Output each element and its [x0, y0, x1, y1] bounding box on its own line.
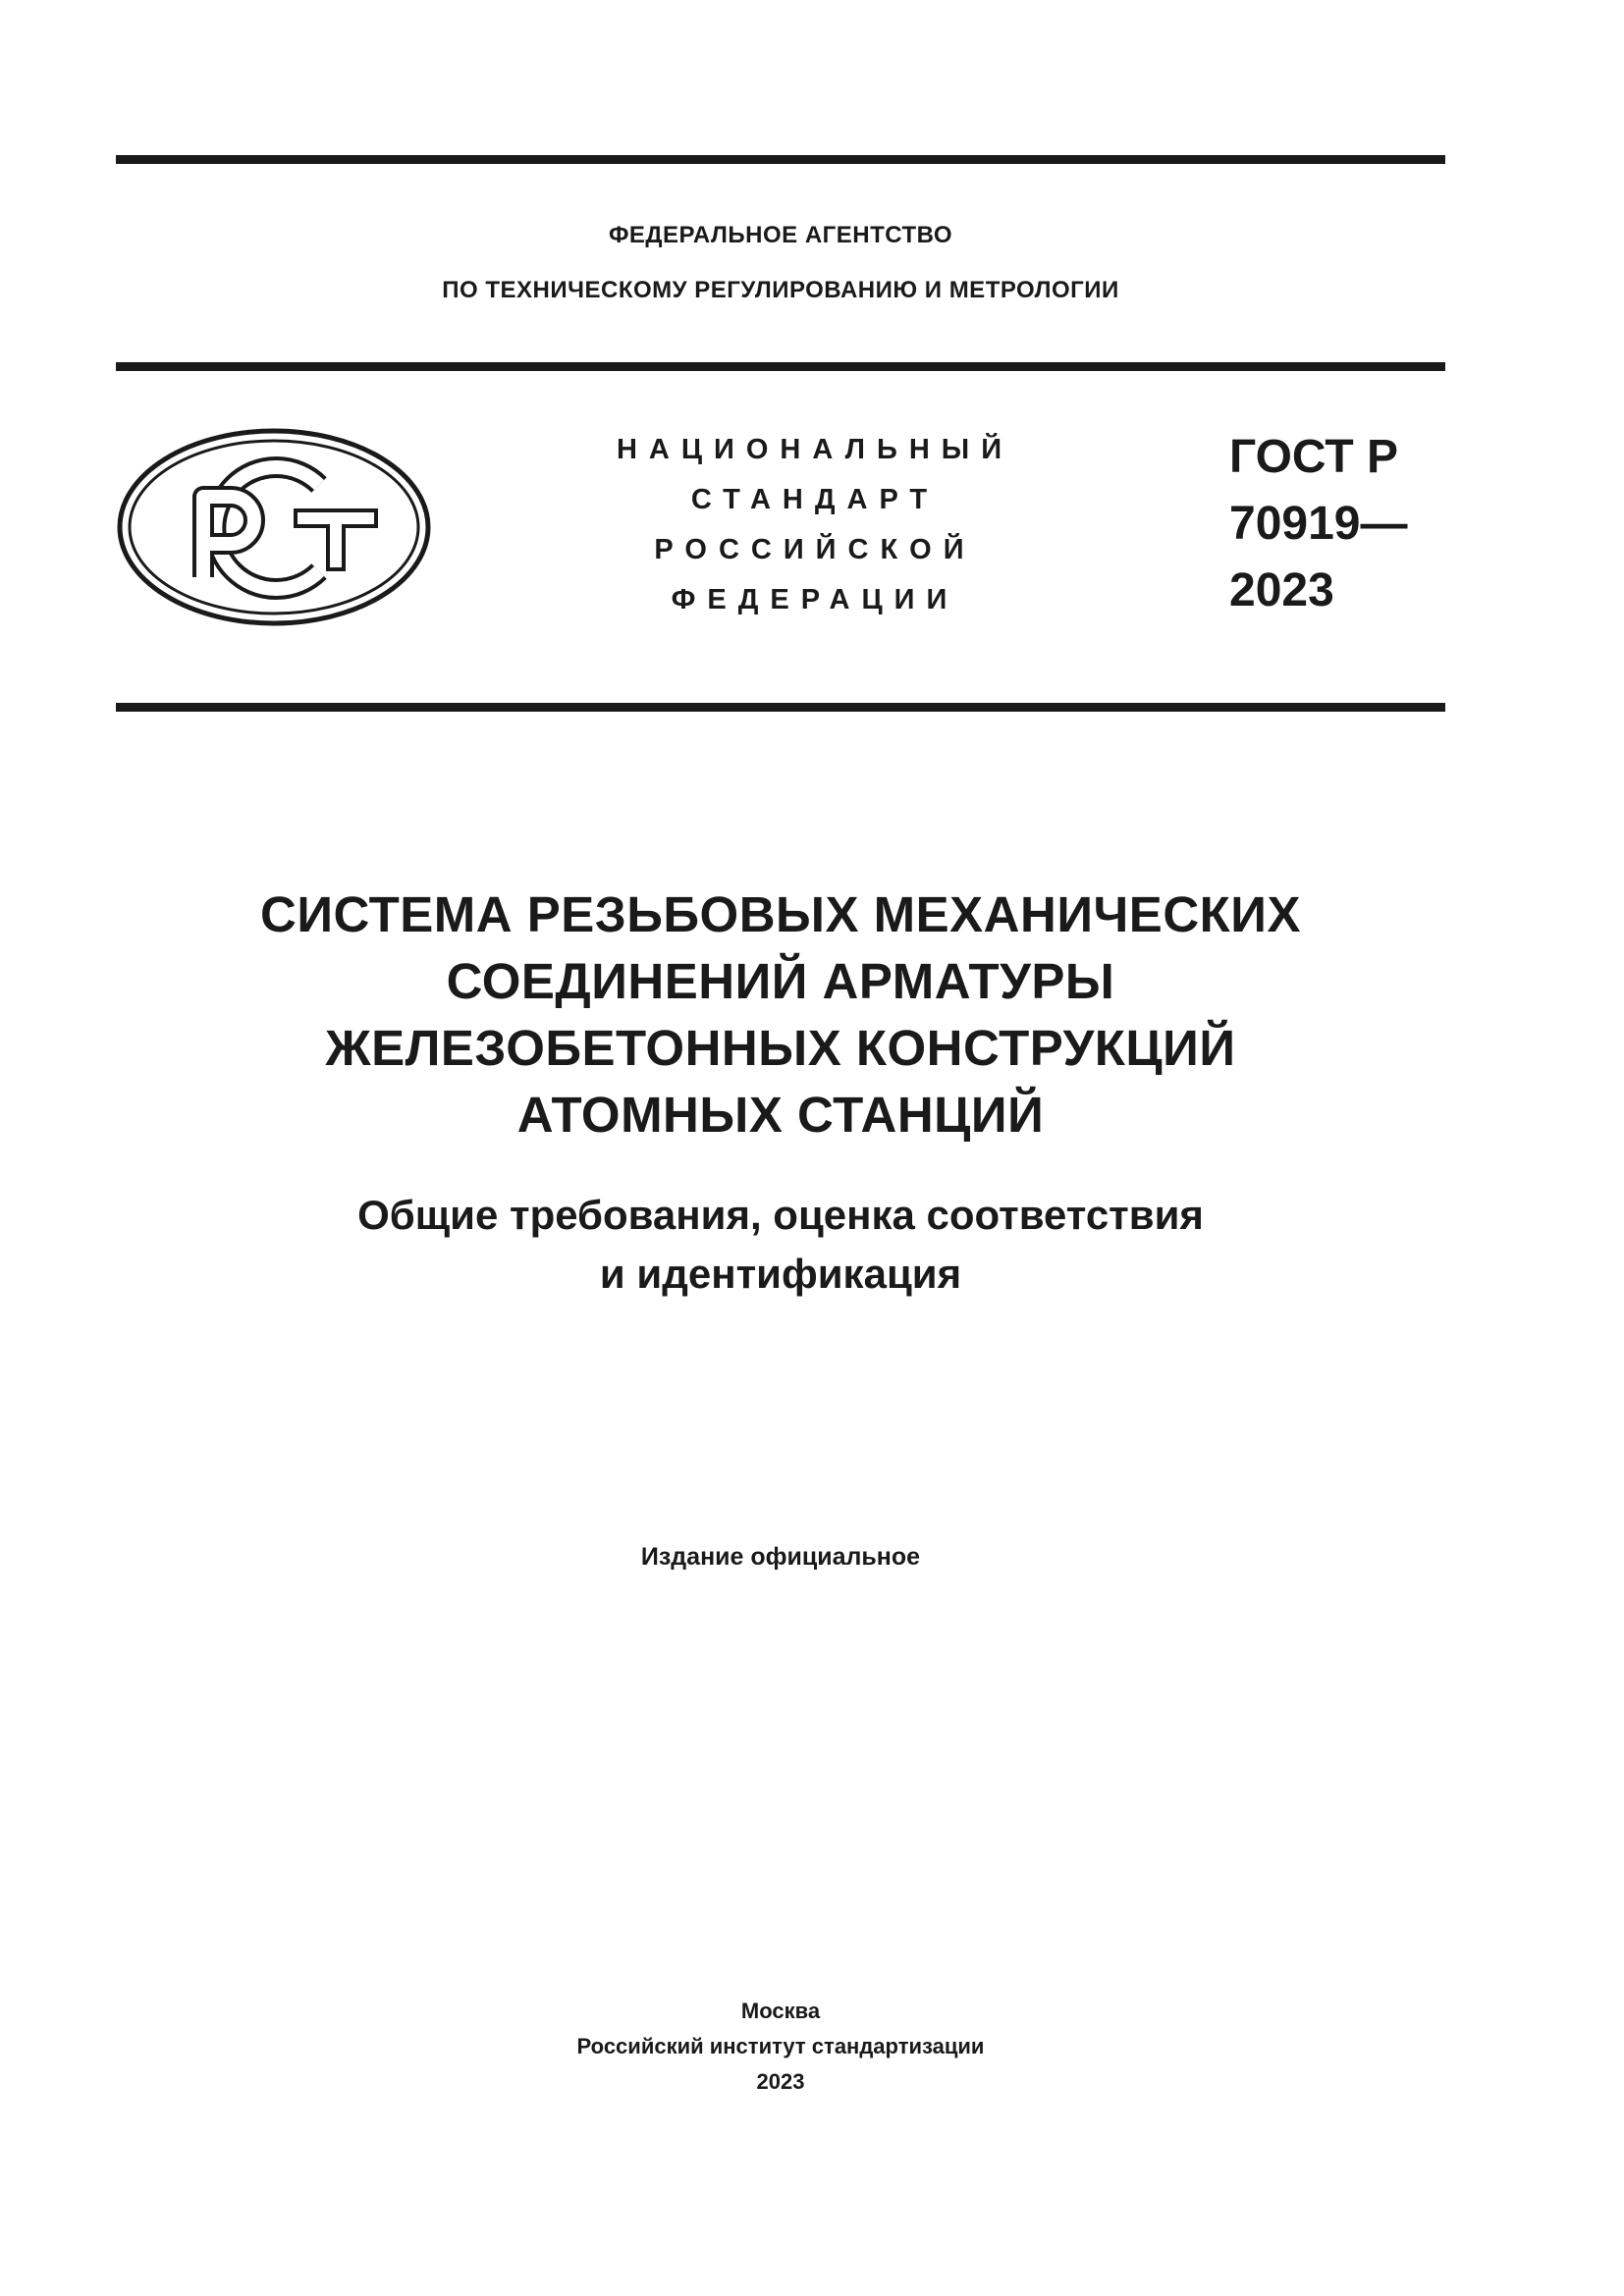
imprint-publisher: Российский институт стандартизации	[576, 2034, 985, 2058]
document-title-line-2: СОЕДИНЕНИЙ АРМАТУРЫ	[446, 953, 1115, 1009]
document-subtitle-line-2: и идентификация	[599, 1251, 962, 1297]
agency-name-line-2: ПО ТЕХНИЧЕСКОМУ РЕГУЛИРОВАНИЮ И МЕТРОЛОГИИ	[442, 277, 1119, 303]
standard-designation-line-2: 70919—	[1229, 498, 1408, 550]
standard-designation-line-1: ГОСТ Р	[1229, 431, 1399, 483]
top-rule	[116, 155, 1445, 164]
middle-rule	[116, 362, 1445, 371]
bottom-rule	[116, 703, 1445, 712]
standard-designation-line-3: 2023	[1229, 564, 1334, 616]
imprint-city: Москва	[740, 1999, 821, 2023]
national-standard-line-1: НАЦИОНАЛЬНЫЙ	[616, 434, 1014, 465]
rst-mark-icon	[117, 428, 433, 626]
national-standard-line-3: РОССИЙСКОЙ	[654, 534, 976, 565]
document-subtitle-line-1: Общие требования, оценка соответствия	[357, 1192, 1204, 1238]
document-title-line-4: АТОМНЫХ СТАНЦИЙ	[516, 1087, 1045, 1143]
imprint-year: 2023	[756, 2069, 805, 2094]
national-standard-line-2: СТАНДАРТ	[690, 484, 940, 515]
edition-label: Издание официальное	[640, 1543, 921, 1571]
document-title-line-3: ЖЕЛЕЗОБЕТОННЫХ КОНСТРУКЦИЙ	[325, 1020, 1236, 1076]
national-standard-line-4: ФЕДЕРАЦИИ	[671, 584, 959, 615]
agency-name-line-1: ФЕДЕРАЛЬНОЕ АГЕНТСТВО	[608, 222, 953, 248]
document-title-line-1: СИСТЕМА РЕЗЬБОВЫХ МЕХАНИЧЕСКИХ	[260, 886, 1301, 942]
